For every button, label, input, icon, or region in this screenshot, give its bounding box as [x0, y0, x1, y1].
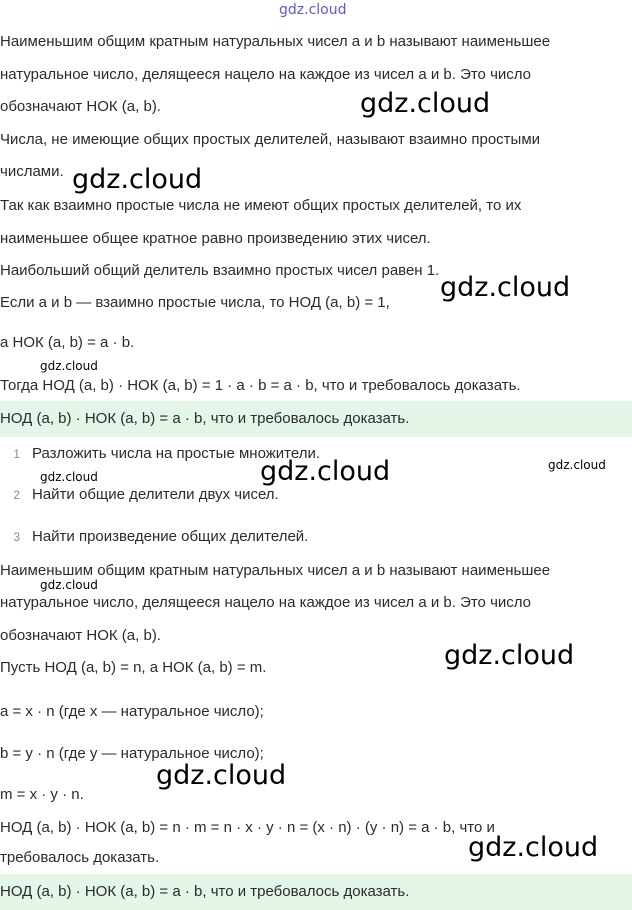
watermark: gdz.cloud [548, 458, 606, 472]
definition-lcm-2-line-1: Наименьшим общим кратным натуральных чисел a и b называют наименьшее [0, 562, 551, 579]
definition-lcm-line-3: обозначают НОК (a, b). [0, 98, 161, 115]
conclusion-text-2: НОД (a, b) · НОК (a, b) = a · b, что и требовалось доказать. [0, 883, 410, 900]
coprime-product-formula: Тогда НОД (a, b) · НОК (a, b) = 1 · a · b = a · b, что и требовалось доказать. [0, 377, 521, 394]
conclusion-highlight-2 [0, 874, 632, 910]
proof-product-line-1: НОД (a, b) · НОК (a, b) = n · m = n · x · y · n = (x · n) · (y · n) = a · b, что и [0, 819, 495, 836]
proof-product-line-2: требовалось доказать. [0, 849, 160, 866]
step-2 [0, 484, 279, 506]
watermark: gdz.cloud [260, 456, 391, 487]
proof-b-formula: b = y · n (где y — натуральное число); [0, 745, 264, 762]
definition-lcm-2-line-3: обозначают НОК (a, b). [0, 627, 161, 644]
coprime-lcm-line-1: Так как взаимно простые числа не имеют общих простых делителей, то их [0, 197, 522, 214]
coprime-definition-line-2: числами. [0, 163, 64, 180]
watermark: gdz.cloud [40, 359, 98, 373]
watermark: gdz.cloud [444, 640, 575, 671]
proof-m-formula: m = x · y · n. [0, 786, 84, 803]
watermark: gdz.cloud [468, 832, 599, 863]
watermark: gdz.cloud [156, 760, 287, 791]
step-3 [0, 526, 308, 548]
step-2-text: Найти общие делители двух чисел. [32, 486, 279, 503]
step-1-text: Разложить числа на простые множители. [32, 445, 320, 462]
coprime-gcd-line: Наибольший общий делитель взаимно простых чисел равен 1. [0, 262, 440, 279]
step-2-number: 2 [13, 488, 20, 502]
definition-lcm-line-1: Наименьшим общим кратным натуральных чисел a и b называют наименьшее [0, 33, 551, 50]
watermark: gdz.cloud [40, 578, 98, 592]
watermark-top: gdz.cloud [279, 2, 347, 18]
step-3-text: Найти произведение общих делителей. [32, 528, 309, 545]
coprime-gcd-formula: Если a и b — взаимно простые числа, то НОД (a, b) = 1, [0, 294, 390, 311]
definition-lcm-2-line-2: натуральное число, делящееся нацело на каждое из чисел a и b. Это число [0, 594, 532, 611]
coprime-definition-line-1: Числа, не имеющие общих простых делителей, называют взаимно простыми [0, 131, 541, 148]
watermark: gdz.cloud [72, 164, 203, 195]
watermark: gdz.cloud [40, 470, 98, 484]
watermark: gdz.cloud [440, 272, 571, 303]
step-3-number: 3 [13, 530, 20, 544]
proof-a-formula: a = x · n (где x — натуральное число); [0, 703, 264, 720]
step-1-number: 1 [13, 447, 20, 461]
conclusion-highlight-1 [0, 401, 632, 437]
watermark: gdz.cloud [360, 88, 491, 119]
coprime-lcm-formula: а НОК (a, b) = a · b. [0, 334, 135, 351]
definition-lcm-line-2: натуральное число, делящееся нацело на каждое из чисел a и b. Это число [0, 66, 532, 83]
proof-assume-line: Пусть НОД (a, b) = n, а НОК (a, b) = m. [0, 659, 267, 676]
coprime-lcm-line-2: наименьшее общее кратное равно произведению этих чисел. [0, 230, 431, 247]
conclusion-text-1: НОД (a, b) · НОК (a, b) = a · b, что и требовалось доказать. [0, 410, 410, 427]
